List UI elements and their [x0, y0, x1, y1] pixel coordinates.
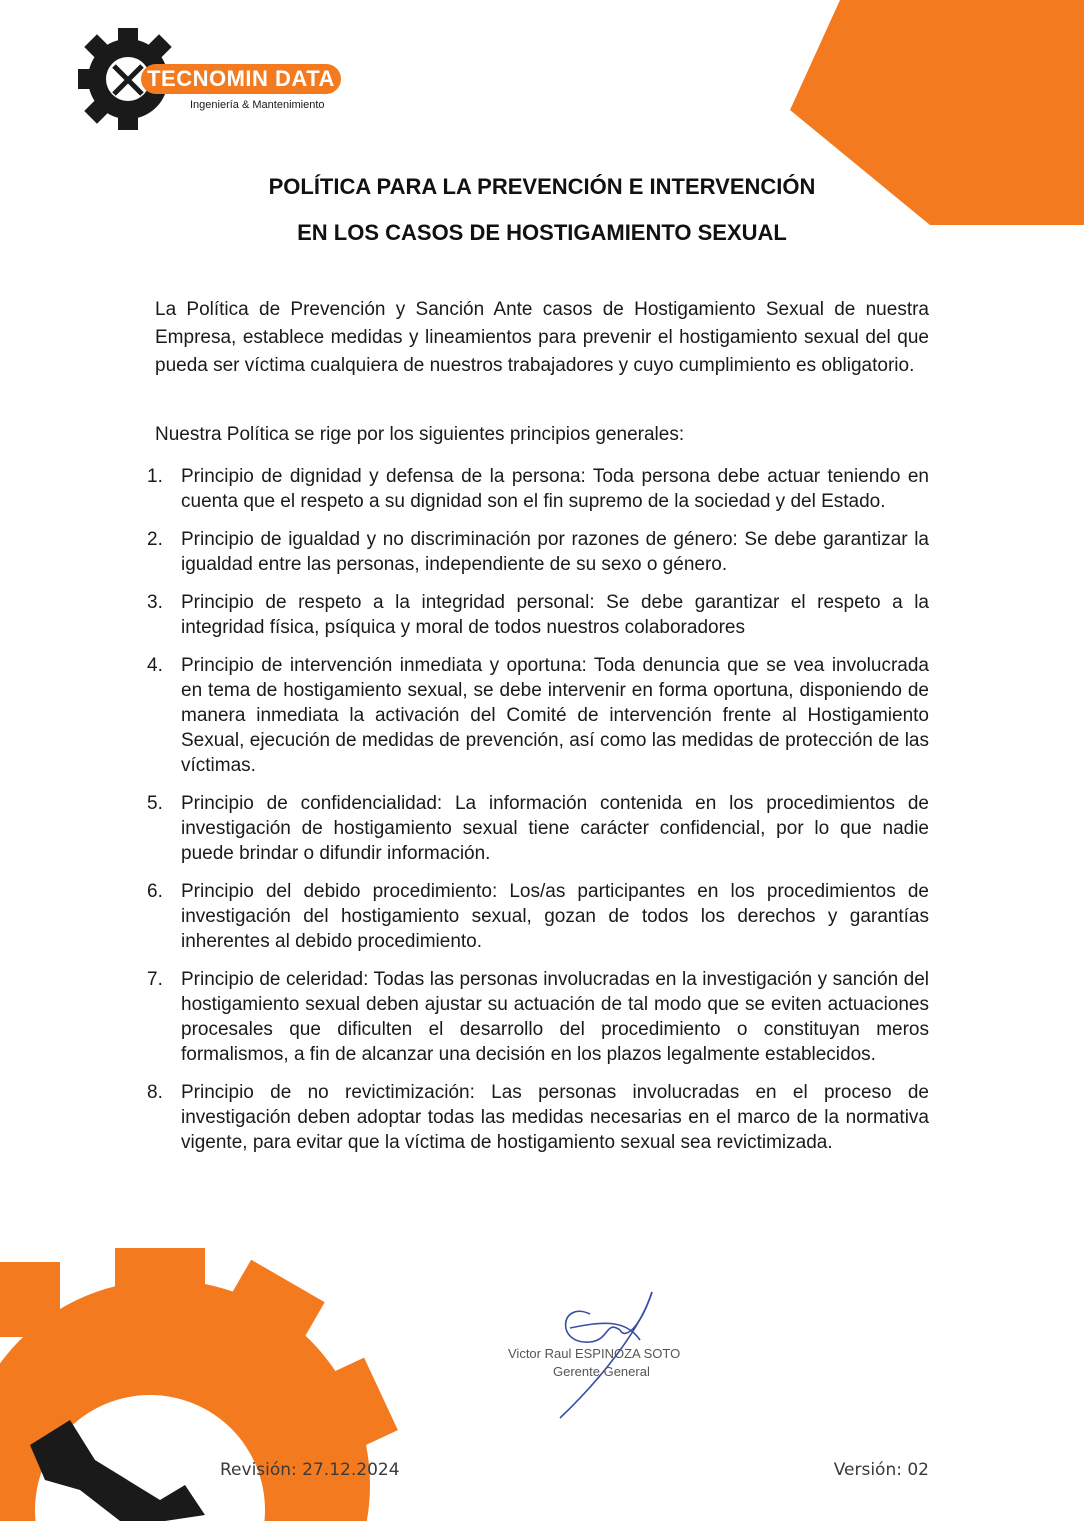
brand-tagline: Ingeniería & Mantenimiento — [190, 99, 325, 111]
intro-paragraph: La Política de Prevención y Sanción Ante casos de Hostigamiento Sexual de nuestra Empresa, establece medidas y lineamientos para prevenir el hostigamiento sexual del que pueda ser víctima cualquiera de nuestros trabajadores y cuyo cumplimiento es obligatorio. — [155, 299, 929, 376]
list-item-text: Principio de no revictimización: Las personas involucradas en el proceso de investigación deben adoptar todas las medidas necesarias en el marco de la normativa vigente, para evitar que la víctima de hostigamiento sexual sea revictimizada. — [181, 1082, 929, 1153]
list-item — [147, 1080, 929, 1155]
list-item-number: 7. — [147, 969, 163, 990]
signatory-name: Victor Raul ESPINOZA SOTO — [508, 1346, 681, 1361]
list-item-text: Principio de igualdad y no discriminación por razones de género: Se debe garantizar la igualdad entre las personas, independiente de su sexo o género. — [181, 529, 929, 575]
list-item — [147, 527, 929, 577]
document-title-line1: POLÍTICA PARA LA PREVENCIÓN E INTERVENCIÓN — [268, 174, 816, 199]
document-title-line2: EN LOS CASOS DE HOSTIGAMIENTO SEXUAL — [297, 220, 787, 245]
list-item-number: 5. — [147, 793, 163, 814]
list-item-number: 1. — [147, 466, 163, 487]
principles-list — [147, 464, 929, 1168]
list-item — [147, 879, 929, 954]
version-number: Versión: 02 — [833, 1460, 929, 1480]
list-item-number: 6. — [147, 881, 163, 902]
list-item-text: Principio de intervención inmediata y oportuna: Toda denuncia que se vea involucrada en tema de hostigamiento sexual, se debe intervenir en forma oportuna, disponiendo de manera inmediata la activación del Comité de intervención frente al Hostigamiento Sexual, ejecución de medidas de prevención, así como las medidas de protección de las víctimas. — [181, 655, 929, 776]
list-item-text: Principio de confidencialidad: La información contenida en los procedimientos de investigación de hostigamiento sexual tiene carácter confidencial, por lo que nadie puede brindar o difundir información. — [181, 793, 929, 864]
list-item-text: Principio del debido procedimiento: Los/as participantes en los procedimientos de investigación del hostigamiento sexual, gozan de todos los derechos y garantías inherentes al debido procedimiento. — [181, 881, 929, 952]
revision-date: Revisión: 27.12.2024 — [220, 1460, 400, 1480]
brand-logo — [141, 64, 341, 94]
list-item-text: Principio de respeto a la integridad personal: Se debe garantizar el respeto a la integridad física, psíquica y moral de todos nuestros colaboradores — [181, 592, 929, 638]
brand-name: TECNOMIN DATA — [147, 66, 335, 91]
list-item-text: Principio de celeridad: Todas las personas involucradas en la investigación y sanción del hostigamiento sexual deben ajustar su actuación de tal modo que se eviten actuaciones procesales que dificulten el desarrollo del procedimiento o constituyan meros formalismos, a fin de alcanzar una decisión en los plazos legalmente establecidos. — [181, 969, 929, 1065]
list-item-number: 2. — [147, 529, 163, 550]
list-item — [147, 653, 929, 778]
list-item — [147, 967, 929, 1067]
list-item-text: Principio de dignidad y defensa de la persona: Toda persona debe actuar teniendo en cuenta que el respeto a su dignidad son el fin supremo de la sociedad y del Estado. — [181, 466, 929, 512]
list-item — [147, 791, 929, 866]
list-item-number: 3. — [147, 592, 163, 613]
list-item — [147, 590, 929, 640]
principles-lead: Nuestra Política se rige por los siguientes principios generales: — [155, 424, 685, 445]
list-item — [147, 464, 929, 514]
signatory-role: Gerente General — [553, 1364, 650, 1379]
list-item-number: 8. — [147, 1082, 163, 1103]
list-item-number: 4. — [147, 655, 163, 676]
footer-gear-icon — [0, 1248, 398, 1521]
